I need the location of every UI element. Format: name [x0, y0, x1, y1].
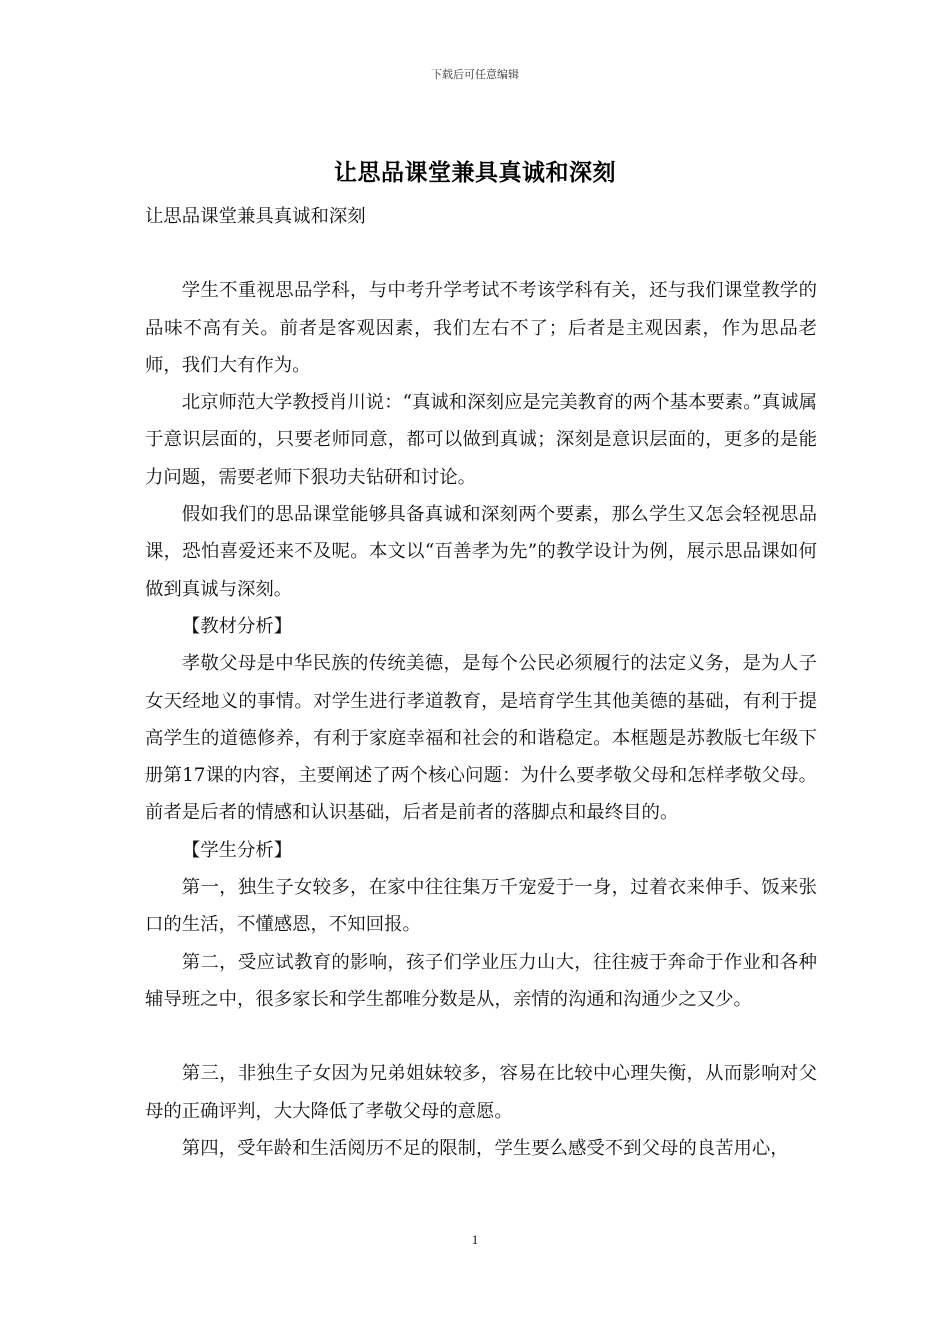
paragraph: 第一，独生子女较多，在家中往往集万千宠爱于一身，过着衣来伸手、饭来张口的生活，不懂感恩，不知回报。	[145, 877, 817, 936]
paragraph: 学生不重视思品学科，与中考升学考试不考该学科有关，还与我们课堂教学的品味不高有关。前者是客观因素，我们左右不了；后者是主观因素，作为思品老师，我们大有作为。	[145, 280, 817, 376]
paragraph: 孝敬父母是中华民族的传统美德，是每个公民必须履行的法定义务，是为人子女天经地义的事情。对学生进行孝道教育，是培育学生其他美德的基础，有利于提高学生的道德修养，有利于家庭幸福和社会的和谐稳定。本框题是苏教版七年级下册第17课的内容，主要阐述了两个核心问题：为什么要孝敬父母和怎样孝敬父母。前者是后者的情感和认识基础，后者是前者的落脚点和最终目的。	[145, 653, 817, 824]
paragraph: 第四，受年龄和生活阅历不足的限制，学生要么感受不到父母的良苦用心，	[181, 1137, 789, 1159]
document-body	[145, 198, 817, 1167]
paragraph: 第三，非独生子女因为兄弟姐妹较多，容易在比较中心理失衡，从而影响对父母的正确评判，大大降低了孝敬父母的意愿。	[145, 1063, 817, 1122]
subtitle: 让思品课堂兼具真诚和深刻	[145, 206, 366, 227]
document-title: 让思品课堂兼具真诚和深刻	[334, 160, 616, 186]
blank-line	[145, 1018, 817, 1055]
paragraph: 第二，受应试教育的影响，孩子们学业压力山大，往往疲于奔命于作业和各种辅导班之中，很多家长和学生都唯分数是从，亲情的沟通和沟通少之又少。	[145, 951, 817, 1010]
section-heading-textbook-analysis: 【教材分析】	[181, 615, 293, 637]
page-number: 1	[471, 1232, 479, 1247]
paragraph: 假如我们的思品课堂能够具备真诚和深刻两个要素，那么学生又怎会轻视思品课，恐怕喜爱还来不及呢。本文以“百善孝为先”的教学设计为例，展示思品课如何做到真诚与深刻。	[145, 504, 817, 600]
page-header: 下载后可任意编辑	[431, 68, 519, 81]
paragraph: 北京师范大学教授肖川说：“真诚和深刻应是完美教育的两个基本要素。”真诚属于意识层面的，只要老师同意，都可以做到真诚；深刻是意识层面的，更多的是能力问题，需要老师下狠功夫钻研和讨论。	[145, 392, 817, 488]
section-heading-student-analysis: 【学生分析】	[181, 839, 293, 861]
